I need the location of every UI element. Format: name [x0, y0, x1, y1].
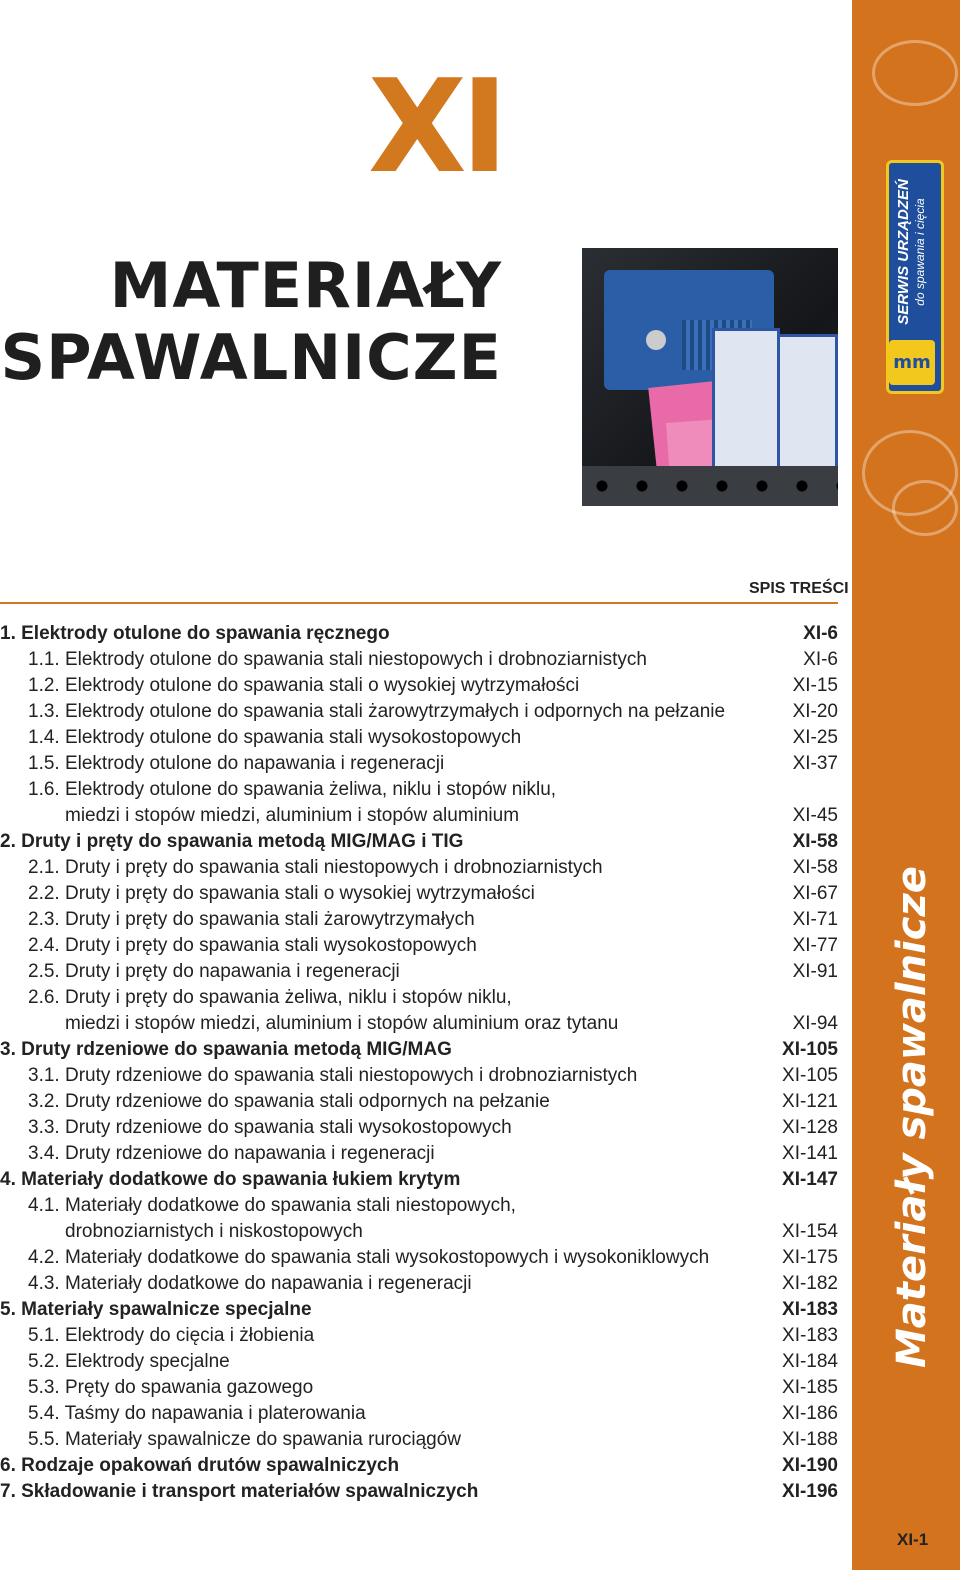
- service-badge-text: [896, 162, 928, 342]
- toc-entry[interactable]: [0, 1245, 838, 1271]
- toc-entry[interactable]: [0, 1479, 838, 1505]
- toc-entry[interactable]: [0, 699, 838, 725]
- toc-entry-page: XI-182: [782, 1273, 838, 1294]
- toc-entry-title: 5.4. Taśmy do napawania i platerowania: [28, 1403, 366, 1424]
- toc-entry[interactable]: [0, 907, 838, 933]
- toc-entry[interactable]: [0, 1193, 838, 1219]
- toc-entry[interactable]: [0, 751, 838, 777]
- toc-entry-title: 2.6. Druty i pręty do spawania żeliwa, niklu i stopów niklu,: [28, 987, 512, 1008]
- toc-entry[interactable]: [0, 1323, 838, 1349]
- toc-entry[interactable]: [0, 803, 838, 829]
- toc-entry[interactable]: [0, 881, 838, 907]
- toc-entry-title: 4. Materiały dodatkowe do spawania łukiem krytym: [0, 1169, 461, 1190]
- toc-entry-page: XI-188: [782, 1429, 838, 1450]
- electrode-box-image: [712, 328, 780, 469]
- toc-entry-title: 4.1. Materiały dodatkowe do spawania stali niestopowych,: [28, 1195, 516, 1216]
- toc-entry-title: 3.4. Druty rdzeniowe do napawania i regeneracji: [28, 1143, 435, 1164]
- toc-entry-title: 3.2. Druty rdzeniowe do spawania stali odpornych na pełzanie: [28, 1091, 550, 1112]
- toc-entry-page: XI-196: [782, 1481, 838, 1502]
- toc-entry-page: XI-6: [803, 649, 838, 670]
- toc-entry-title: 2. Druty i pręty do spawania metodą MIG/MAG i TIG: [0, 831, 464, 852]
- page-number: XI-1: [897, 1530, 929, 1549]
- badge-line1: SERWIS URZĄDZEŃ: [895, 179, 912, 325]
- toc-entry[interactable]: [0, 933, 838, 959]
- toc-entry[interactable]: [0, 1167, 838, 1193]
- welding-table-image: [582, 466, 838, 506]
- company-logo: mm: [889, 340, 935, 385]
- toc-entry-page: XI-121: [782, 1091, 838, 1112]
- toc-entry-page: XI-71: [792, 909, 838, 930]
- toc-entry-title: 2.1. Druty i pręty do spawania stali niestopowych i drobnoziarnistych: [28, 857, 603, 878]
- toc-entry[interactable]: [0, 1219, 838, 1245]
- toc-entry-page: XI-37: [792, 753, 838, 774]
- toc-entry[interactable]: [0, 959, 838, 985]
- toc-entry-title: 7. Składowanie i transport materiałów spawalniczych: [0, 1481, 479, 1502]
- toc-entry-page: XI-20: [792, 701, 838, 722]
- toc-entry-page: XI-15: [792, 675, 838, 696]
- toc-entry-title: 2.5. Druty i pręty do napawania i regeneracji: [28, 961, 400, 982]
- toc-entry-page: XI-94: [792, 1013, 838, 1034]
- chapter-title-line1: MATERIAŁY: [109, 249, 502, 322]
- toc-entry-title: 1.5. Elektrody otulone do napawania i regeneracji: [28, 753, 445, 774]
- toc-entry[interactable]: [0, 621, 838, 647]
- toc-entry-title: 5.5. Materiały spawalnicze do spawania rurociągów: [28, 1429, 462, 1450]
- badge-line2: do spawania i cięcia: [913, 198, 927, 306]
- toc-entry-title: 5.2. Elektrody specjalne: [28, 1351, 230, 1372]
- toc-entry-page: XI-183: [782, 1325, 838, 1346]
- toc-entry-title: drobnoziarnistych i niskostopowych: [65, 1221, 363, 1242]
- toc-entry-page: XI-175: [782, 1247, 838, 1268]
- toc-entry[interactable]: [0, 1427, 838, 1453]
- toc-entry-title: 1. Elektrody otulone do spawania ręcznego: [0, 623, 390, 644]
- toc-entry[interactable]: [0, 1011, 838, 1037]
- toc-entry-page: XI-77: [792, 935, 838, 956]
- toc-entry-title: 3.1. Druty rdzeniowe do spawania stali niestopowych i drobnoziarnistych: [28, 1065, 638, 1086]
- toc-entry-page: XI-154: [782, 1221, 838, 1242]
- toc-entry-title: 1.1. Elektrody otulone do spawania stali niestopowych i drobnoziarnistych: [28, 649, 647, 670]
- toc-entry-title: 5.3. Pręty do spawania gazowego: [28, 1377, 314, 1398]
- toc-entry-title: 3.3. Druty rdzeniowe do spawania stali wysokostopowych: [28, 1117, 512, 1138]
- toc-entry[interactable]: [0, 1063, 838, 1089]
- toc-entry[interactable]: [0, 1453, 838, 1479]
- electrode-box-image: [777, 334, 838, 475]
- toc-entry-title: 1.4. Elektrody otulone do spawania stali wysokostopowych: [28, 727, 522, 748]
- toc-entry[interactable]: [0, 985, 838, 1011]
- toc-entry-title: 3. Druty rdzeniowe do spawania metodą MIG/MAG: [0, 1039, 452, 1060]
- toc-entry-title: miedzi i stopów miedzi, aluminium i stopów aluminium oraz tytanu: [65, 1013, 619, 1034]
- toc-entry[interactable]: [0, 1115, 838, 1141]
- toc-entry-title: miedzi i stopów miedzi, aluminium i stopów aluminium: [65, 805, 520, 826]
- toc-entry-page: XI-105: [782, 1065, 838, 1086]
- toc-entry-title: 1.2. Elektrody otulone do spawania stali o wysokiej wytrzymałości: [28, 675, 580, 696]
- table-of-contents: [0, 621, 838, 1505]
- sidebar-title: Materiały spawalnicze: [889, 866, 935, 1368]
- toc-entry-title: 2.3. Druty i pręty do spawania stali żarowytrzymałych: [28, 909, 475, 930]
- toc-entry-page: XI-183: [782, 1299, 838, 1320]
- toc-entry-page: XI-6: [803, 623, 838, 644]
- toc-entry-page: XI-25: [792, 727, 838, 748]
- toc-entry-page: XI-67: [792, 883, 838, 904]
- toc-entry[interactable]: [0, 673, 838, 699]
- toc-entry-page: XI-141: [782, 1143, 838, 1164]
- toc-entry-page: XI-190: [782, 1455, 838, 1476]
- toc-entry-title: 1.3. Elektrody otulone do spawania stali żarowytrzymałych i odpornych na pełzanie: [28, 701, 726, 722]
- chapter-title: [1, 250, 502, 394]
- toc-entry-title: 2.4. Druty i pręty do spawania stali wysokostopowych: [28, 935, 477, 956]
- toc-entry[interactable]: [0, 1141, 838, 1167]
- toc-entry-page: XI-58: [792, 831, 838, 852]
- toc-entry[interactable]: [0, 1297, 838, 1323]
- toc-entry[interactable]: [0, 1401, 838, 1427]
- toc-entry[interactable]: [0, 1375, 838, 1401]
- product-photo: [582, 248, 838, 506]
- toc-entry-page: XI-45: [792, 805, 838, 826]
- toc-entry[interactable]: [0, 1037, 838, 1063]
- toc-entry-title: 4.2. Materiały dodatkowe do spawania stali wysokostopowych i wysokoniklowych: [28, 1247, 710, 1268]
- toc-entry[interactable]: [0, 725, 838, 751]
- toc-entry-page: XI-105: [782, 1039, 838, 1060]
- toc-entry-title: 5. Materiały spawalnicze specjalne: [0, 1299, 312, 1320]
- toc-entry-page: XI-147: [782, 1169, 838, 1190]
- toc-entry[interactable]: [0, 1089, 838, 1115]
- toc-entry-page: XI-128: [782, 1117, 838, 1138]
- toc-entry[interactable]: [0, 855, 838, 881]
- toc-entry-title: 5.1. Elektrody do cięcia i żłobienia: [28, 1325, 315, 1346]
- toc-entry[interactable]: [0, 647, 838, 673]
- toc-entry[interactable]: [0, 829, 838, 855]
- toc-entry-title: 2.2. Druty i pręty do spawania stali o wysokiej wytrzymałości: [28, 883, 535, 904]
- toc-entry[interactable]: [0, 777, 838, 803]
- chapter-title-line2: SPAWALNICZE: [0, 321, 502, 394]
- toc-entry-title: 1.6. Elektrody otulone do spawania żeliwa, niklu i stopów niklu,: [28, 779, 557, 800]
- toc-heading: SPIS TREŚCI: [749, 580, 849, 597]
- toc-entry-page: XI-185: [782, 1377, 838, 1398]
- toc-entry-title: 6. Rodzaje opakowań drutów spawalniczych: [0, 1455, 400, 1476]
- toc-entry-page: XI-186: [782, 1403, 838, 1424]
- toc-entry-page: XI-58: [792, 857, 838, 878]
- toc-divider: [0, 602, 838, 604]
- toc-entry[interactable]: [0, 1271, 838, 1297]
- toc-entry-page: XI-91: [792, 961, 838, 982]
- toc-entry-page: XI-184: [782, 1351, 838, 1372]
- chapter-number: XI: [368, 53, 503, 202]
- toc-entry[interactable]: [0, 1349, 838, 1375]
- toc-entry-title: 4.3. Materiały dodatkowe do napawania i regeneracji: [28, 1273, 472, 1294]
